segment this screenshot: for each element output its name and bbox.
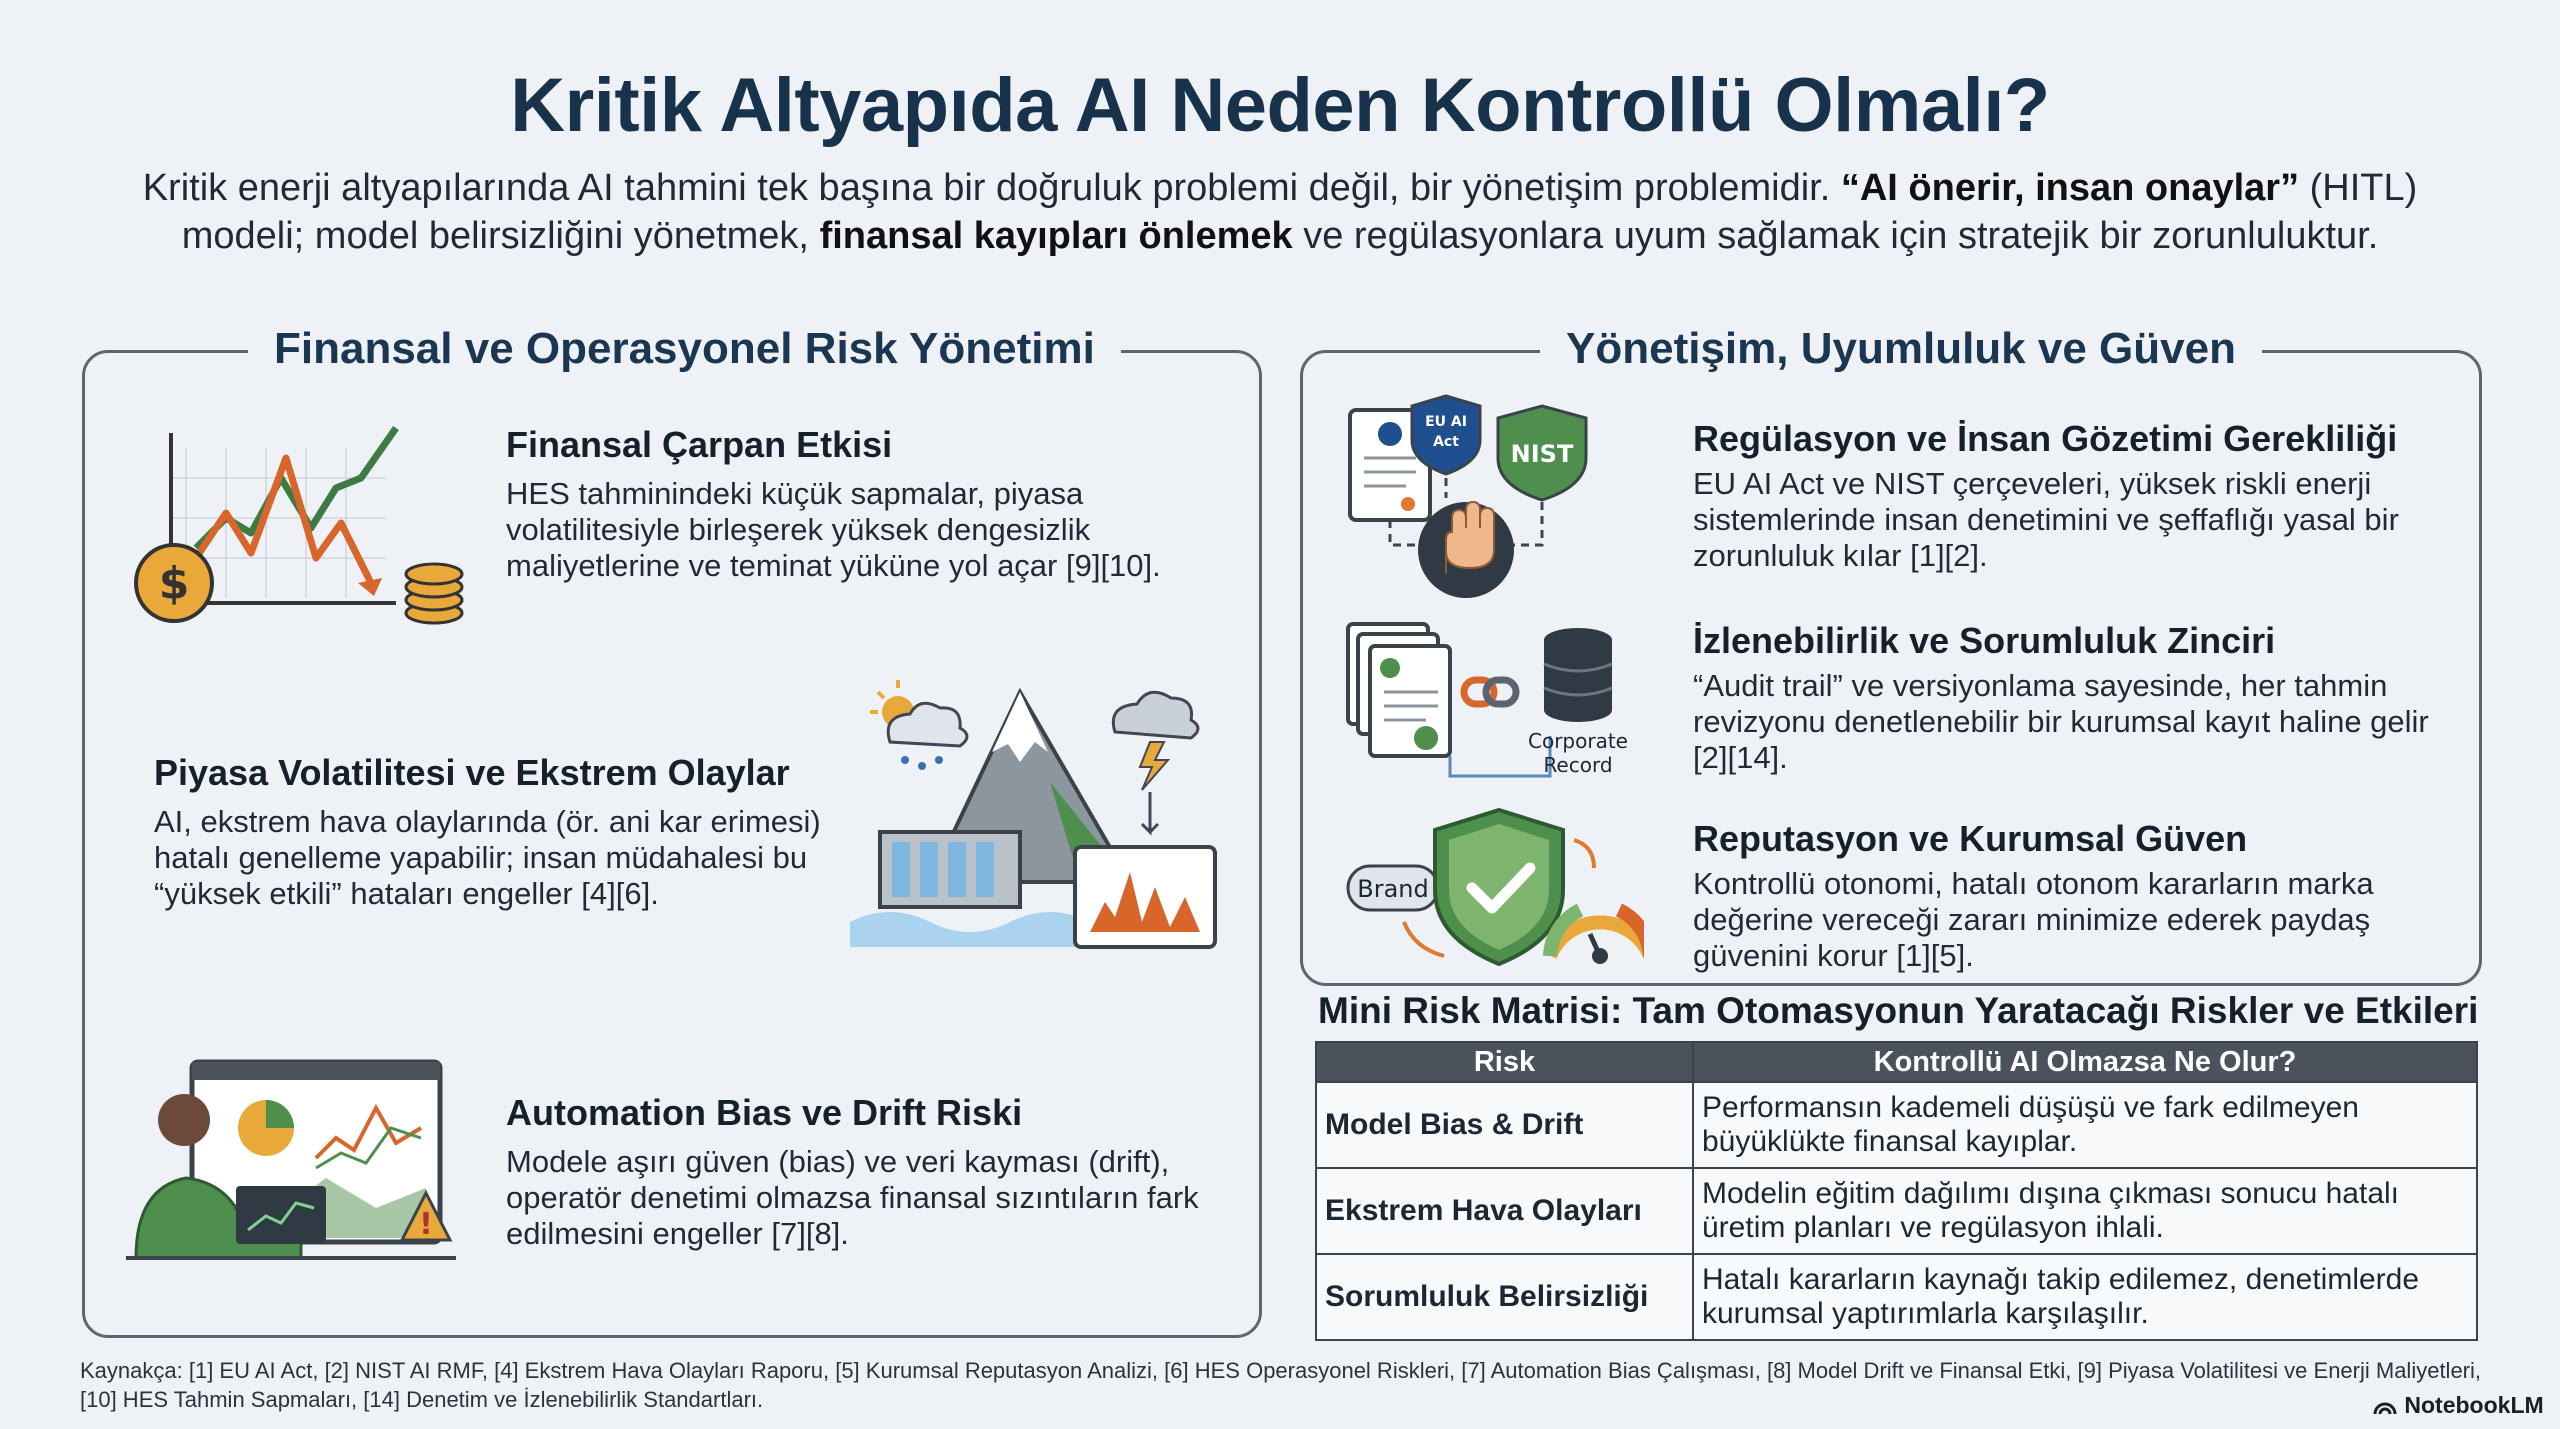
risk-cell: Sorumluluk Belirsizliği: [1316, 1254, 1693, 1340]
item-title: Piyasa Volatilitesi ve Ekstrem Olaylar: [154, 752, 790, 793]
right-panel-title: Yönetişim, Uyumluluk ve Güven: [1540, 324, 2262, 374]
hydro-dam-weather-icon: [850, 672, 1220, 957]
table-row: [1316, 1082, 2477, 1168]
brand-shield-gauge-icon: [1344, 806, 1644, 981]
brand-label: Brand: [1357, 875, 1429, 903]
left-panel-title: Finansal ve Operasyonel Risk Yönetimi: [248, 324, 1121, 374]
item-title: Automation Bias ve Drift Riski: [506, 1092, 1023, 1133]
item-body: Kontrollü otonomi, hatalı otonom kararların marka değerine vereceği zararı minimize ederek paydaş güvenini korur [1][5].: [1693, 866, 2374, 973]
notebooklm-brand: [2372, 1392, 2544, 1419]
table-row: [1316, 1168, 2477, 1254]
nist-label: NIST: [1510, 440, 1574, 468]
intro-bold: “AI önerir, insan onaylar”: [1840, 167, 2300, 209]
risk-matrix-title: Mini Risk Matrisi: Tam Otomasyonun Yaratacağı Riskler ve Etkileri: [1318, 990, 2479, 1031]
item-title: İzlenebilirlik ve Sorumluluk Zinciri: [1693, 620, 2276, 661]
column-header: Kontrollü AI Olmazsa Ne Olur?: [1693, 1042, 2477, 1082]
item-body: HES tahminindeki küçük sapmalar, piyasa volatilitesiyle birleşerek yüksek dengesizlik maliyetlerine ve teminat yüküne yol açar [9][10].: [506, 476, 1161, 583]
item-title: Reputasyon ve Kurumsal Güven: [1693, 818, 2248, 859]
brand-label: NotebookLM: [2404, 1392, 2544, 1418]
risk-cell: Model Bias & Drift: [1316, 1082, 1693, 1168]
effect-cell: Hatalı kararların kaynağı takip edilemez, denetimlerde kurumsal yaptırımlarla karşılaşılır.: [1693, 1254, 2477, 1340]
intro-paragraph: [110, 164, 2450, 260]
item-title: Regülasyon ve İnsan Gözetimi Gerekliliği: [1693, 418, 2398, 459]
table-row: [1316, 1254, 2477, 1340]
intro-bold: finansal kayıpları önlemek: [819, 215, 1293, 257]
record-label: Record: [1543, 753, 1613, 777]
effect-cell: Modelin eğitim dağılımı dışına çıkması sonucu hatalı üretim planları ve regülasyon ihlali.: [1693, 1168, 2477, 1254]
risk-matrix-table: [1315, 1041, 2478, 1341]
item-title: Finansal Çarpan Etkisi: [506, 424, 893, 465]
corporate-label: Corporate: [1528, 729, 1628, 753]
item-body: Modele aşırı güven (bias) ve veri kayması (drift), operatör denetimi olmazsa finansal sızıntıların fark edilmesini engeller [7][8].: [506, 1144, 1199, 1251]
svg-text:!: !: [419, 1207, 433, 1242]
audit-chain-icon: [1346, 618, 1636, 793]
risk-cell: Ekstrem Hava Olayları: [1316, 1168, 1693, 1254]
intro-text: (HITL) modeli; model belirsizliğini yönetmek,: [181, 167, 2418, 257]
table-header-row: [1316, 1042, 2477, 1082]
intro-text: Kritik enerji altyapılarında AI tahmini tek başına bir doğruluk problemi değil, bir yönetişim problemidir.: [142, 167, 1841, 209]
operator-monitor-icon: [126, 1058, 466, 1273]
effect-cell: Performansın kademeli düşüşü ve fark edilmeyen büyüklükte finansal kayıplar.: [1693, 1082, 2477, 1168]
item-body: EU AI Act ve NIST çerçeveleri, yüksek riskli enerji sistemlerinde insan denetimini ve şeffaflığı yasal bir zorunluluk kılar [1][2].: [1693, 466, 2399, 573]
item-body: AI, ekstrem hava olaylarında (ör. ani kar erimesi) hatalı genelleme yapabilir; insan müdahalesi bu “yüksek etkili” hataları engeller [4][6].: [154, 804, 821, 911]
intro-text: ve regülasyonlara uyum sağlamak için stratejik bir zorunluluktur.: [1292, 215, 2379, 257]
page-title: Kritik Altyapıda AI Neden Kontrollü Olmalı?: [510, 63, 2050, 148]
svg-text:$: $: [158, 558, 190, 609]
column-header: Risk: [1316, 1042, 1693, 1082]
item-body: “Audit trail” ve versiyonlama sayesinde, her tahmin revizyonu denetlenebilir bir kurumsal kayıt haline gelir [2][14].: [1693, 668, 2429, 775]
eu-ai-label: EU AI: [1425, 414, 1467, 430]
notebooklm-logo-icon: [2372, 1396, 2398, 1416]
regulation-hand-icon: [1346, 392, 1606, 607]
references: Kaynakça: [1] EU AI Act, [2] NIST AI RMF, [4] Ekstrem Hava Olayları Raporu, [5] Kurumsal Reputasyon Analizi, [6] HES Operasyonel Riskleri, [7] Automation Bias Çalışması, [8] Model Drift ve Finansal Etki, [9] Piyasa Volatilitesi ve Enerji Maliyetleri, [10] HES Tahmin Sapmaları, [14] Denetim ve İzlenebilirlik Standartları.: [80, 1358, 2482, 1412]
act-label: Act: [1433, 434, 1459, 450]
financial-chart-icon: [126, 418, 466, 633]
